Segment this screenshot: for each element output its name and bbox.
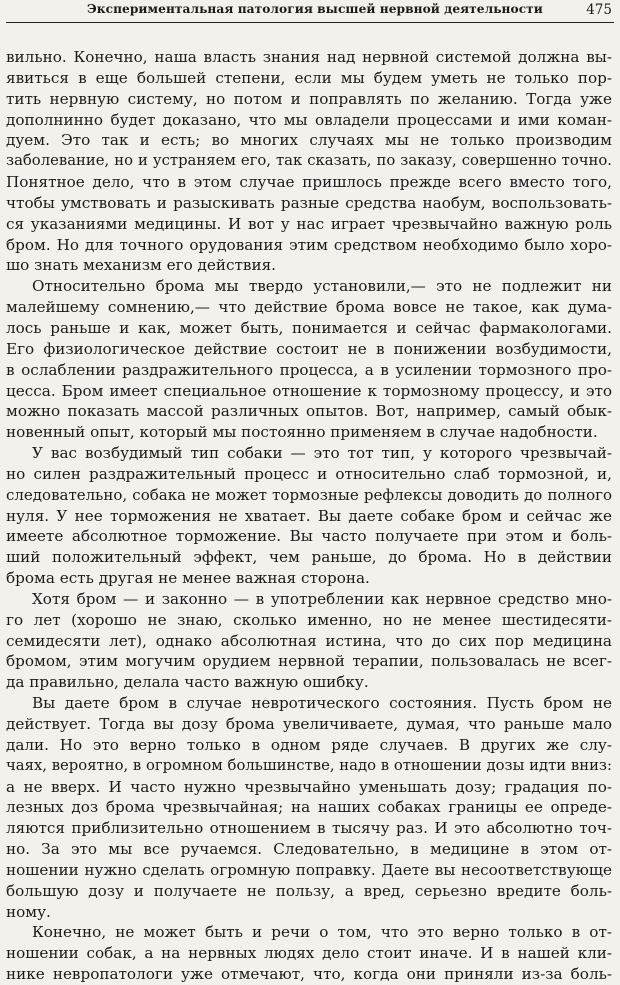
text-line: ношении собак, а на нервных людях дело стоит иначе. И в нашей кли- <box>6 944 612 963</box>
text-line: семидесяти лет), однако абсолютная истина, что до сих пор медицина <box>6 631 612 650</box>
text-line: цесса. Бром имеет специальное отношение к тормозному процессу, и это <box>6 381 612 400</box>
text-line: большую дозу и получаете не пользу, а вред, серьезно вредите боль- <box>6 881 612 900</box>
text-line: Относительно брома мы твердо установили,— это не подлежит ни <box>32 277 612 296</box>
text-line: бром. Но для точного орудования этим средством необходимо было хоро- <box>6 235 612 254</box>
text-line: можно показать массой различных опытов. Вот, например, самый обык- <box>6 402 612 421</box>
running-header <box>6 0 614 23</box>
text-line: ношении нужно сделать огромную поправку. Даете вы несоответствующе <box>6 860 612 879</box>
text-line: Вы даете бром в случае невротического состояния. Пусть бром не <box>32 694 612 713</box>
text-line: го лет (хорошо не знаю, сколько именно, но не менее шестидесяти- <box>6 610 612 629</box>
text-line: ляются приблизительно отношением в тысячу раз. И это абсолютно точ- <box>6 819 612 838</box>
text-line: следовательно, собака не может тормозные рефлексы доводить до полного <box>6 485 612 504</box>
text-line: Хотя бром — и законно — в употреблении как нервное средство мно- <box>32 589 612 608</box>
text-line: вильно. Конечно, наша власть знания над нервной системой должна вы- <box>6 48 612 66</box>
text-line: но. За это мы все ручаемся. Следовательно, в медицине в этом от- <box>6 840 612 859</box>
text-line: но силен раздражительный процесс и относительно слаб тормозной, и, <box>6 464 612 483</box>
text-line: в ослаблении раздражительного процесса, а в усилении тормозного про- <box>6 360 612 379</box>
text-line: Понятное дело, что в этом случае пришлось прежде всего вместо того, <box>6 173 612 192</box>
text-line: ному. <box>6 902 51 921</box>
text-line: новенный опыт, который мы постоянно применяем в случае надобности. <box>6 423 598 442</box>
text-line: имеете абсолютное торможение. Вы часто получаете при этом и боль- <box>6 527 612 546</box>
text-line: ший положительный эффект, чем раньше, до брома. Но в действии <box>6 548 612 567</box>
text-line: Его физиологическое действие состоит не в понижении возбудимости, <box>6 339 612 358</box>
text-line: дополнинно будет доказано, что мы овладели процессами и ими коман- <box>6 110 612 129</box>
text-line: да правильно, делала часто важную ошибку. <box>6 673 369 692</box>
text-line: нуля. У нее торможения не хватает. Вы даете собаке бром и сейчас же <box>6 506 612 525</box>
text-line: заболевание, но и устраняем его, так сказать, по заказу, совершенно точно. <box>6 152 612 170</box>
text-line: тить нервную систему, но потом и поправлять по желанию. Тогда уже <box>6 89 612 108</box>
page-number: 475 <box>586 2 612 18</box>
text-line: Конечно, не может быть и речи о том, что это верно только в от- <box>32 923 612 942</box>
text-line: нике невропатологи уже отмечают, что, когда они приняли из-за боль- <box>6 965 612 984</box>
text-line: дали. Но это верно только в одном ряде случаев. В других же слу- <box>6 735 612 754</box>
text-line: чаях, вероятно, в огромном большинстве, надо в отношении дозы идти вниз: <box>6 756 612 774</box>
text-line: явиться в еще большей степени, если мы будем уметь не только пор- <box>6 68 612 87</box>
text-line: шо знать механизм его действия. <box>6 256 277 275</box>
text-line: а не вверх. И часто нужно чрезвычайно уменьшать дозу; градация по- <box>6 777 612 796</box>
text-line: брома есть другая не менее важная сторона. <box>6 569 370 588</box>
text-line: малейшему сомнению,— что действие брома вовсе не такое, как дума- <box>6 298 612 317</box>
body-text <box>6 47 612 985</box>
text-line: бромом, этим могучим орудием нервной терапии, пользовалась не всег- <box>6 652 612 671</box>
text-line: действует. Тогда вы дозу брома увеличиваете, думая, что раньше мало <box>6 715 612 733</box>
text-line: дуем. Это так и есть; во многих случаях мы не только производим <box>6 131 612 150</box>
text-line: ся указаниями медицины. И вот у нас играет чрезвычайно важную роль <box>6 214 612 233</box>
text-line: чтобы умствовать и разыскивать разные средства наобум, воспользовать- <box>6 193 612 212</box>
text-line: лезных доз брома чрезвычайная; на наших собаках границы ее опреде- <box>6 798 612 817</box>
text-line: У вас возбудимый тип собаки — это тот тип, у которого чрезвычай- <box>32 444 612 463</box>
running-title: Экспериментальная патология высшей нервной деятельности <box>87 2 543 16</box>
text-line: лось раньше и как, может быть, понимается и сейчас фармакологами. <box>6 318 612 337</box>
